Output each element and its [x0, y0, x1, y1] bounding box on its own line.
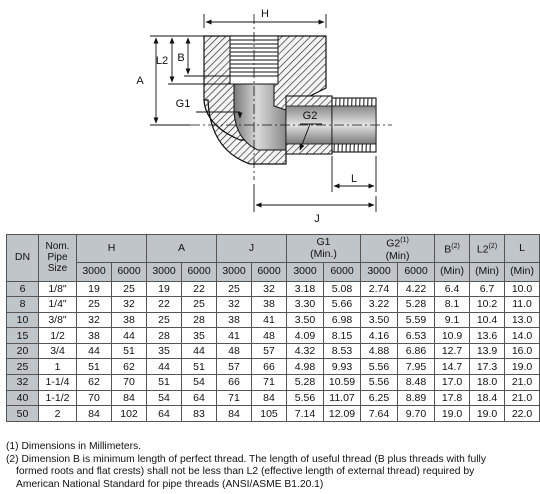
- header-a: A: [147, 235, 217, 263]
- table-row: [7, 359, 540, 375]
- table-cell: 32: [77, 312, 112, 328]
- table-cell: 57: [217, 359, 252, 375]
- table-cell: 10.4: [470, 312, 505, 328]
- table-cell: 12.09: [324, 406, 361, 422]
- table-cell: 3.30: [287, 297, 324, 313]
- table-cell: 8.1: [435, 297, 470, 313]
- header-l2-min: (Min): [470, 262, 505, 281]
- table-cell: 13.0: [505, 312, 540, 328]
- header-j-6000: 6000: [252, 262, 287, 281]
- table-cell: 6.86: [398, 343, 435, 359]
- dim-label-g2: G2: [302, 110, 318, 122]
- table-cell: 41: [217, 328, 252, 344]
- table-cell: 62: [112, 359, 147, 375]
- cell-pipe-size: 1-1/4: [39, 375, 77, 391]
- table-cell: 14.7: [435, 359, 470, 375]
- table-cell: 16.0: [505, 343, 540, 359]
- table-cell: 5.66: [324, 297, 361, 313]
- table-cell: 22: [182, 281, 217, 297]
- dimensions-table: [6, 234, 540, 422]
- header-h: H: [77, 235, 147, 263]
- note-2-line-3: American National Standard for pipe threads (ANSI/ASME B1.20.1): [16, 478, 324, 490]
- table-cell: 70: [77, 390, 112, 406]
- header-b-label: B: [444, 243, 452, 256]
- table-cell: 8.53: [324, 343, 361, 359]
- table-row: [7, 297, 540, 313]
- table-cell: 25: [217, 281, 252, 297]
- header-j-3000: 3000: [217, 262, 252, 281]
- table-cell: 51: [77, 359, 112, 375]
- table-cell: 44: [182, 343, 217, 359]
- table-row: [7, 343, 540, 359]
- table-cell: 51: [112, 343, 147, 359]
- table-cell: 5.56: [287, 390, 324, 406]
- table-cell: 44: [77, 343, 112, 359]
- header-l-min: (Min): [505, 262, 540, 281]
- table-cell: 9.93: [324, 359, 361, 375]
- dim-label-b: B: [177, 52, 185, 64]
- table-cell: 4.22: [398, 281, 435, 297]
- table-cell: 84: [217, 406, 252, 422]
- table-cell: 21.0: [505, 390, 540, 406]
- header-b-note: (2): [451, 243, 460, 250]
- cell-dn: 50: [7, 406, 39, 422]
- table-cell: 14.0: [505, 328, 540, 344]
- table-cell: 6.4: [435, 281, 470, 297]
- table-cell: 19.0: [505, 359, 540, 375]
- table-cell: 18.0: [470, 375, 505, 391]
- note-2-line-2: formed roots and flat crests) shall not be less than L2 (effective length of external thread) required by: [16, 466, 475, 478]
- table-cell: 22: [147, 297, 182, 313]
- cell-dn: 25: [7, 359, 39, 375]
- table-subheader-row: [7, 262, 540, 281]
- table-cell: 35: [182, 328, 217, 344]
- header-a-3000: 3000: [147, 262, 182, 281]
- table-cell: 6.7: [470, 281, 505, 297]
- table-cell: 12.7: [435, 343, 470, 359]
- header-h-6000: 6000: [112, 262, 147, 281]
- cell-pipe-size: 1-1/2: [39, 390, 77, 406]
- header-g1-sub: (Min.): [310, 248, 337, 261]
- notes: [6, 441, 536, 491]
- table-cell: 4.32: [287, 343, 324, 359]
- table-cell: 3.50: [361, 312, 398, 328]
- table-cell: 17.0: [435, 375, 470, 391]
- header-a-6000: 6000: [182, 262, 217, 281]
- table-cell: 44: [112, 328, 147, 344]
- note-1: (1) Dimensions in Millimeters.: [6, 441, 142, 452]
- table-cell: 2.74: [361, 281, 398, 297]
- table-cell: 25: [182, 297, 217, 313]
- table-row: [7, 406, 540, 422]
- table-cell: 84: [77, 406, 112, 422]
- header-dn: DN: [7, 235, 39, 282]
- table-cell: 8.15: [324, 328, 361, 344]
- table-cell: 18.4: [470, 390, 505, 406]
- table-cell: 7.64: [361, 406, 398, 422]
- table-cell: 3.22: [361, 297, 398, 313]
- header-h-3000: 3000: [77, 262, 112, 281]
- header-g1-label: G1: [316, 236, 331, 249]
- table-cell: 5.56: [361, 359, 398, 375]
- header-l2: [470, 235, 505, 263]
- street-elbow-drawing: [0, 0, 540, 232]
- table-cell: 54: [182, 375, 217, 391]
- table-cell: 25: [147, 312, 182, 328]
- header-g1-6000: 6000: [324, 262, 361, 281]
- cell-pipe-size: 1/4": [39, 297, 77, 313]
- table-cell: 13.6: [470, 328, 505, 344]
- header-g2: [361, 235, 435, 263]
- table-cell: 5.28: [287, 375, 324, 391]
- table-cell: 84: [112, 390, 147, 406]
- header-nom-pipe-size: Nom. Pipe Size: [39, 235, 77, 282]
- table-cell: 10.2: [470, 297, 505, 313]
- table-cell: 4.16: [361, 328, 398, 344]
- table-cell: 25: [112, 281, 147, 297]
- header-l2-label: L2: [476, 243, 489, 256]
- dim-label-h: H: [261, 8, 269, 20]
- table-cell: 3.18: [287, 281, 324, 297]
- table-cell: 54: [147, 390, 182, 406]
- table-cell: 71: [217, 390, 252, 406]
- table-cell: 71: [252, 375, 287, 391]
- table-cell: 22.0: [505, 406, 540, 422]
- table-cell: 48: [217, 343, 252, 359]
- table-cell: 38: [77, 328, 112, 344]
- header-g2-6000: 6000: [398, 262, 435, 281]
- table-cell: 19.0: [470, 406, 505, 422]
- table-cell: 38: [252, 297, 287, 313]
- table-cell: 9.1: [435, 312, 470, 328]
- table-cell: 5.08: [324, 281, 361, 297]
- header-b: [435, 235, 470, 263]
- table-row: [7, 390, 540, 406]
- dim-label-g1: G1: [175, 98, 191, 110]
- table-cell: 66: [217, 375, 252, 391]
- header-b-min: (Min): [435, 262, 470, 281]
- cell-pipe-size: 2: [39, 406, 77, 422]
- cell-pipe-size: 1/2: [39, 328, 77, 344]
- dim-label-l2: L2: [155, 55, 169, 67]
- table-cell: 28: [147, 328, 182, 344]
- table-cell: 62: [77, 375, 112, 391]
- table-cell: 10.9: [435, 328, 470, 344]
- cell-dn: 8: [7, 297, 39, 313]
- table-cell: 66: [252, 359, 287, 375]
- table-cell: 4.88: [361, 343, 398, 359]
- cell-pipe-size: 1: [39, 359, 77, 375]
- table-cell: 35: [147, 343, 182, 359]
- cell-dn: 10: [7, 312, 39, 328]
- table-cell: 19: [77, 281, 112, 297]
- table-cell: 64: [182, 390, 217, 406]
- table-cell: 4.09: [287, 328, 324, 344]
- table-row: [7, 328, 540, 344]
- dim-label-j: J: [314, 213, 320, 225]
- table-cell: 8.89: [398, 390, 435, 406]
- table-row: [7, 312, 540, 328]
- table-cell: 48: [252, 328, 287, 344]
- header-l: L: [505, 235, 540, 263]
- table-cell: 28: [182, 312, 217, 328]
- cell-pipe-size: 1/8": [39, 281, 77, 297]
- table-cell: 9.70: [398, 406, 435, 422]
- table-cell: 38: [217, 312, 252, 328]
- table-cell: 3.50: [287, 312, 324, 328]
- table-cell: 5.56: [361, 375, 398, 391]
- table-cell: 70: [112, 375, 147, 391]
- header-g1-3000: 3000: [287, 262, 324, 281]
- table-body: [7, 281, 540, 421]
- cell-dn: 32: [7, 375, 39, 391]
- cell-dn: 15: [7, 328, 39, 344]
- table-row: [7, 281, 540, 297]
- table-row: [7, 375, 540, 391]
- table-cell: 83: [182, 406, 217, 422]
- cell-dn: 20: [7, 343, 39, 359]
- dim-label-l: L: [350, 173, 358, 185]
- table-cell: 19: [147, 281, 182, 297]
- header-g1: [287, 235, 361, 263]
- header-g2-label: G2: [386, 237, 401, 250]
- header-g2-note: (1): [400, 237, 409, 244]
- table-cell: 7.14: [287, 406, 324, 422]
- table-cell: 84: [252, 390, 287, 406]
- table-cell: 6.53: [398, 328, 435, 344]
- table-cell: 38: [112, 312, 147, 328]
- table-cell: 105: [252, 406, 287, 422]
- dim-label-a: A: [136, 75, 144, 87]
- header-g2-3000: 3000: [361, 262, 398, 281]
- cell-pipe-size: 3/4: [39, 343, 77, 359]
- table-cell: 8.48: [398, 375, 435, 391]
- table-cell: 102: [112, 406, 147, 422]
- note-2-line-1: (2) Dimension B is minimum length of perfect thread. The length of useful thread (B plus threads with fully: [6, 453, 486, 465]
- table-cell: 32: [217, 297, 252, 313]
- table-cell: 6.25: [361, 390, 398, 406]
- table-cell: 19.0: [435, 406, 470, 422]
- header-j: J: [217, 235, 287, 263]
- table-cell: 13.9: [470, 343, 505, 359]
- table-cell: 44: [147, 359, 182, 375]
- table-cell: 7.95: [398, 359, 435, 375]
- table-cell: 17.3: [470, 359, 505, 375]
- cell-dn: 40: [7, 390, 39, 406]
- table-cell: 32: [112, 297, 147, 313]
- table-cell: 57: [252, 343, 287, 359]
- table-cell: 51: [147, 375, 182, 391]
- table-cell: 64: [147, 406, 182, 422]
- table-cell: 4.98: [287, 359, 324, 375]
- cell-pipe-size: 3/8": [39, 312, 77, 328]
- table-cell: 41: [252, 312, 287, 328]
- table-cell: 11.0: [505, 297, 540, 313]
- table-cell: 5.59: [398, 312, 435, 328]
- table-cell: 32: [252, 281, 287, 297]
- table-cell: 6.98: [324, 312, 361, 328]
- cell-dn: 6: [7, 281, 39, 297]
- table-header-row: [7, 235, 540, 263]
- header-l2-note: (2): [488, 243, 498, 250]
- table-cell: 10.0: [505, 281, 540, 297]
- table-cell: 11.07: [324, 390, 361, 406]
- table-cell: 21.0: [505, 375, 540, 391]
- table-cell: 5.28: [398, 297, 435, 313]
- table-cell: 51: [182, 359, 217, 375]
- header-g2-sub: (Min): [385, 249, 410, 262]
- table-cell: 25: [77, 297, 112, 313]
- table-cell: 17.8: [435, 390, 470, 406]
- table-cell: 10.59: [324, 375, 361, 391]
